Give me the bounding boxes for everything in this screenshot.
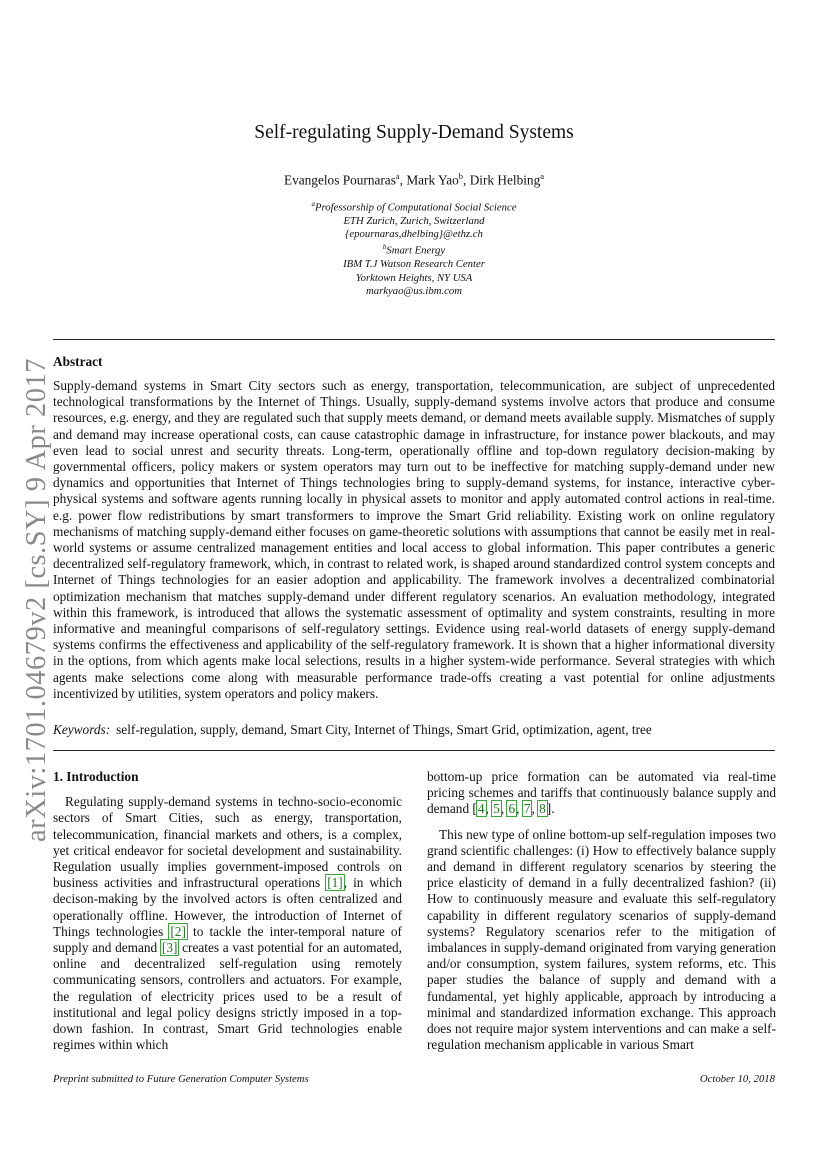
abstract-heading: Abstract (53, 354, 103, 369)
paragraph-text: ]. (546, 801, 555, 817)
keywords-label: Keywords: (53, 722, 111, 737)
footer-preprint-note: Preprint submitted to Future Generation Computer Systems (53, 1073, 309, 1085)
keywords (53, 722, 775, 738)
intro-paragraph: This new type of online bottom-up self-regulation imposes two grand scientific challenges: (i) How to effectively balance supply and demand in different regulatory scenarios by steering the price elasticity of demand in a fully decentralized fashion? (ii) How to continuously measure and evaluate this self-regulatory capability in different regulatory scenarios of supply-demand systems? Regulatory scenarios refer to the mitigation of imbalances in supply-demand originated from varying generation and/or consumption, system failures, system reforms, etc. This paper studies the balance of supply and demand with a fundamental, yet highly applicable, approach by introducing a minimal and standardized information exchange. This approach does not require major system interventions and can make a self-regulation mechanism applicable in various Smart (427, 826, 776, 1053)
author-name: Dirk Helbing (469, 172, 541, 188)
affiliation-mark: b (382, 243, 387, 252)
citation-link[interactable]: 5 (493, 801, 500, 817)
abstract-text: Supply-demand systems in Smart City sectors such as energy, transportation, telecommunication, are subject of unprecedented technological transformations by the Internet of Things. Usually, supply-demand systems involve actors that produce and consume resources, e.g. energy, and they are regulated such that supply meets demand, or demand meets available supply. Mismatches of supply and demand may increase operational costs, can cause catastrophic damage in infrastructure, for instance power blackouts, and may even lead to social unrest and security threats. Long-term, operationally offline and top-down regulatory decision-making by governmental officers, policy makers or system operators may turn out to be ineffective for matching supply-demand under new dynamics and opportunities that Internet of Things technologies bring to supply-demand systems, for instance, interactive cyber-physical systems and software agents running locally in physical assets to monitor and apply automated control actions in real-time. e.g. power flow redistributions by smart transformers to improve the Smart Grid reliability. Existing work on online regulatory mechanisms of matching supply-demand either focuses on game-theoretic solutions with assumptions that cannot be easily met in real-world systems or assume centralized management entities and local access to global information. This paper contributes a generic decentralized self-regulatory framework, which, in contrast to related work, is shaped around standardized control system concepts and Internet of Things technologies for an easier adoption and applicability. The framework involves a decentralized combinatorial optimization mechanism that matches supply-demand under different regulatory scenarios. An evaluation methodology, integrated within this framework, is introduced that allows the systematic assessment of optimality and system constraints, resulting in more informative and meaningful comparisons of self-regulatory settings. Evidence using real-world datasets of energy supply-demand systems confirms the effectiveness and applicability of the self-regulatory framework. It is shown that a higher informational diversity in the options, from which agents make local selections, results in a higher system-wide performance. Several strategies with which agents make selections come along with measurable performance trade-offs creating a vast potential for online adjustments incentivized by utilities, system operators and policy makers. (53, 378, 775, 701)
citation-link[interactable]: 8 (539, 801, 546, 817)
author-name: Mark Yao (406, 172, 459, 188)
arxiv-identifier: arXiv:1701.04679v2 [cs.SY] 9 Apr 2017 (21, 358, 52, 842)
affiliation-a-email: {epournaras,dhelbing}@ethz.ch (345, 228, 483, 241)
right-column (427, 769, 776, 1053)
affiliation-b-name (0, 241, 828, 258)
affiliation-mark: b (458, 171, 464, 181)
footer-date: October 10, 2018 (699, 1073, 775, 1085)
affiliation-b-org: IBM T.J Watson Research Center (343, 258, 485, 271)
affiliation-text: Smart Energy (386, 245, 446, 258)
affiliations (0, 198, 828, 298)
citation-link[interactable]: [3] (161, 940, 178, 956)
citation-link[interactable]: [1] (327, 875, 343, 891)
paragraph-text: bottom-up price formation can be automated via real-time pricing schemes and tariffs that continuously balance supply and demand [ (427, 769, 776, 817)
citation-link[interactable]: 7 (523, 801, 531, 817)
citation-link[interactable]: 6 (508, 801, 516, 817)
affiliation-b-email: markyao@us.ibm.com (366, 284, 462, 297)
separator: , (485, 801, 493, 817)
paper-title: Self-regulating Supply-Demand Systems (254, 122, 574, 143)
affiliation-text: Professorship of Computational Social Science (315, 201, 517, 214)
bottom-divider (53, 750, 775, 751)
paragraph-text: , in which decison-making by the involved actors is often centralized and operationally offline. However, the introduction of Internet of Things technologies (53, 875, 402, 939)
left-column (53, 769, 402, 1053)
citation-link[interactable]: 4 (477, 801, 485, 817)
separator: , (531, 801, 539, 817)
intro-paragraph (53, 794, 402, 1053)
affiliation-b-loc: Yorktown Heights, NY USA (355, 271, 473, 284)
affiliation-mark: a (540, 171, 545, 181)
separator: , (500, 801, 508, 817)
top-divider (53, 339, 775, 340)
author-list: Evangelos Pournaras$^a$, Mark Yao$^b$, Dirk Helbing$^a$ (283, 171, 545, 188)
affiliation-a-org: ETH Zurich, Zurich, Switzerland (343, 214, 485, 227)
paragraph-text: to tackle the inter-temporal nature of supply and demand (53, 923, 402, 956)
paragraph-text: creates a vast potential for an automated, online and decentralized self-regulation using remotely communicating sensors, controllers and actuators. For example, the regulation of electricity prices used to be a result of institutional and legal policy designs strictly imposed in a top-down fashion. In contrast, Smart Grid technologies enable regimes within which (53, 940, 402, 1053)
keywords-text: self-regulation, supply, demand, Smart City, Internet of Things, Smart Grid, optimization, agent, tree (116, 722, 652, 737)
paragraph-text: Regulating supply-demand systems in techno-socio-economic sectors of Smart Cities, such as energy, transportation, telecommunication, financial markets and others, is a complex, yet critical endeavor for societal development and sustainability. Regulation usually implies government-imposed controls on business activities and infrastructural operations (53, 794, 402, 891)
citation-link[interactable]: [2] (170, 923, 186, 939)
section-heading: 1. Introduction (53, 769, 139, 784)
intro-paragraph-continued (427, 769, 776, 818)
affiliation-mark: a (395, 171, 400, 181)
affiliation-a-name (0, 198, 828, 215)
author-name: Evangelos Pournaras (283, 172, 396, 188)
affiliation-mark: a (311, 200, 316, 208)
separator: , (516, 801, 523, 817)
